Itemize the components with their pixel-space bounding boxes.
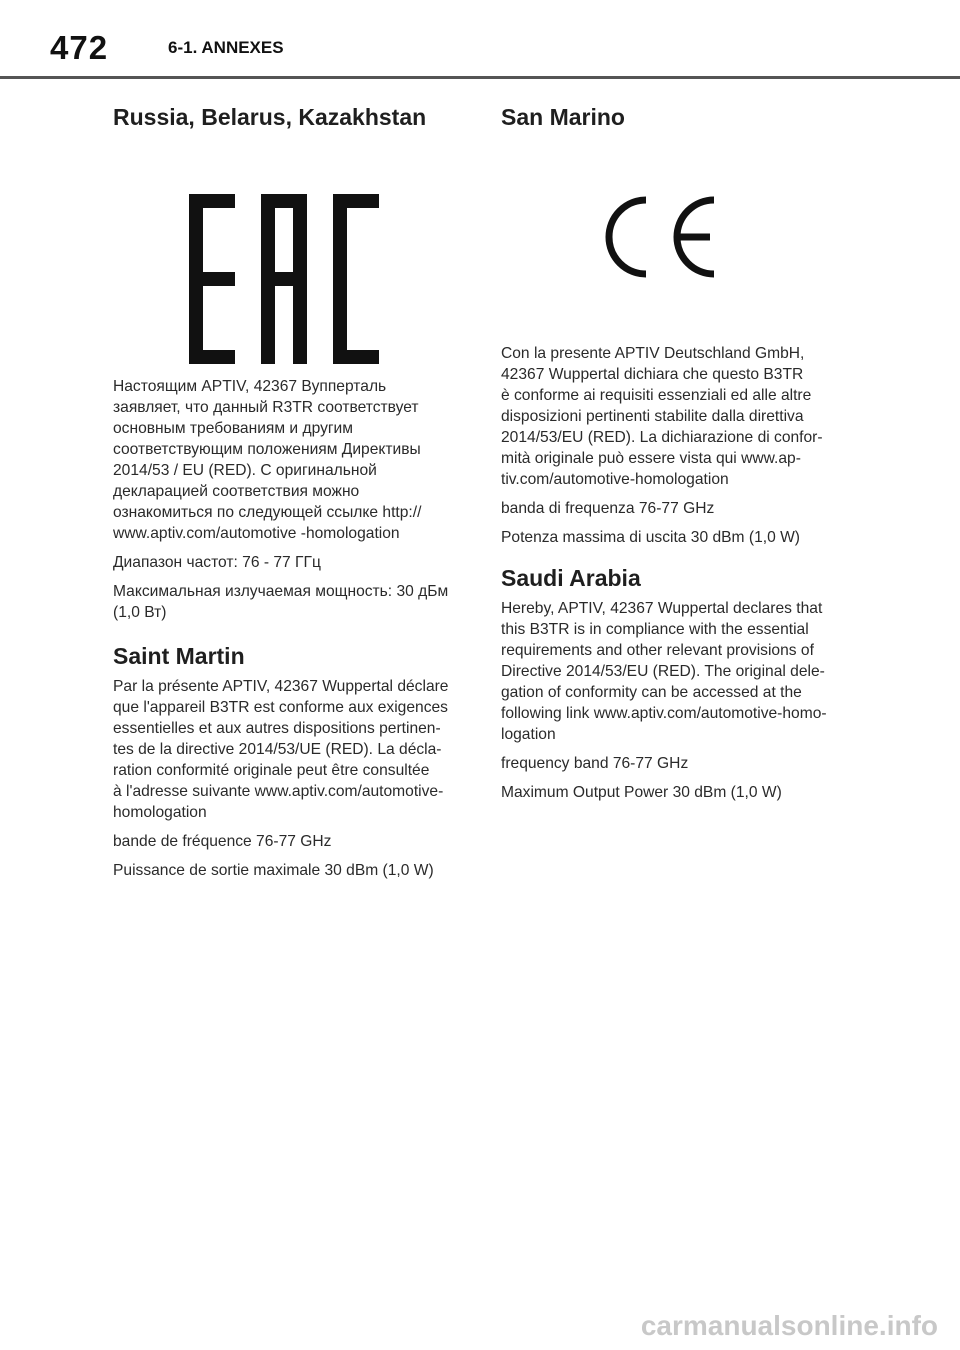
eac-mark xyxy=(105,131,463,376)
watermark: carmanualsonline.info xyxy=(640,1310,938,1341)
saint-martin-power: Puissance de sortie maximale 30 dBm (1,0 W) xyxy=(113,862,434,879)
eac-logo-icon xyxy=(189,194,379,364)
page-header xyxy=(0,0,960,78)
header-rule xyxy=(0,76,960,79)
russia-power: Максимальная излучаемая мощность: 30 дБм (1,0 Вт) xyxy=(113,583,449,621)
san-marino-power: Potenza massima di uscita 30 dBm (1,0 W) xyxy=(501,529,800,546)
saudi-power: Maximum Output Power 30 dBm (1,0 W) xyxy=(501,784,782,801)
san-marino-frequency: banda di frequenza 76-77 GHz xyxy=(501,500,715,517)
ce-logo-icon xyxy=(604,192,724,282)
saudi-frequency: frequency band 76-77 GHz xyxy=(501,755,689,772)
saint-martin-frequency: bande de fréquence 76-77 GHz xyxy=(113,833,332,850)
russia-declaration: Настоящим APTIV, 42367 Вупперталь заявляет, что данный R3TR соответствует основным требованиям и другим соответствующим положениям Директивы 2014/53 / EU (RED). С оригинальной декларацией соответствия можно ознакомиться по следующей ссылке http:// www.aptiv.com/automotive -homologation xyxy=(113,378,422,542)
ce-mark xyxy=(476,131,851,343)
saudi-declaration: Hereby, APTIV, 42367 Wuppertal declares that this B3TR is in compliance with the essential requirements and other relevant provisions of Directive 2014/53/EU (RED). The original dele- gation of conformity can be accessed at the following link www.aptiv.com/automotive-homo- logation xyxy=(501,600,827,743)
section-title: 6-1. ANNEXES xyxy=(168,38,284,57)
page-number: 472 xyxy=(50,29,109,66)
san-marino-declaration: Con la presente APTIV Deutschland GmbH, 42367 Wuppertal dichiara che questo B3TR è conforme ai requisiti essenziali ed alle altre disposizioni pertinenti stabilite dalla direttiva 2014/53/EU (RED). La dichiarazione di confor- mità originale può essere vista qui www.ap- tiv.com/automotive-homologation xyxy=(501,345,823,488)
russia-frequency: Диапазон частот: 76 - 77 ГГц xyxy=(113,554,321,571)
heading-russia: Russia, Belarus, Kazakhstan xyxy=(113,104,427,130)
heading-saint-martin: Saint Martin xyxy=(113,643,245,669)
right-column xyxy=(501,96,851,811)
heading-saudi-arabia: Saudi Arabia xyxy=(501,565,641,591)
left-column xyxy=(113,96,463,889)
saint-martin-declaration: Par la présente APTIV, 42367 Wuppertal déclare que l'appareil B3TR est conforme aux exigences essentielles et aux autres dispositions pertinen- tes de la directive 2014/53/UE (RED). La décla- ration conformité originale peut être consultée à l'adresse suivante www.aptiv.com/automotive- homologation xyxy=(113,678,449,821)
heading-san-marino: San Marino xyxy=(501,104,625,130)
